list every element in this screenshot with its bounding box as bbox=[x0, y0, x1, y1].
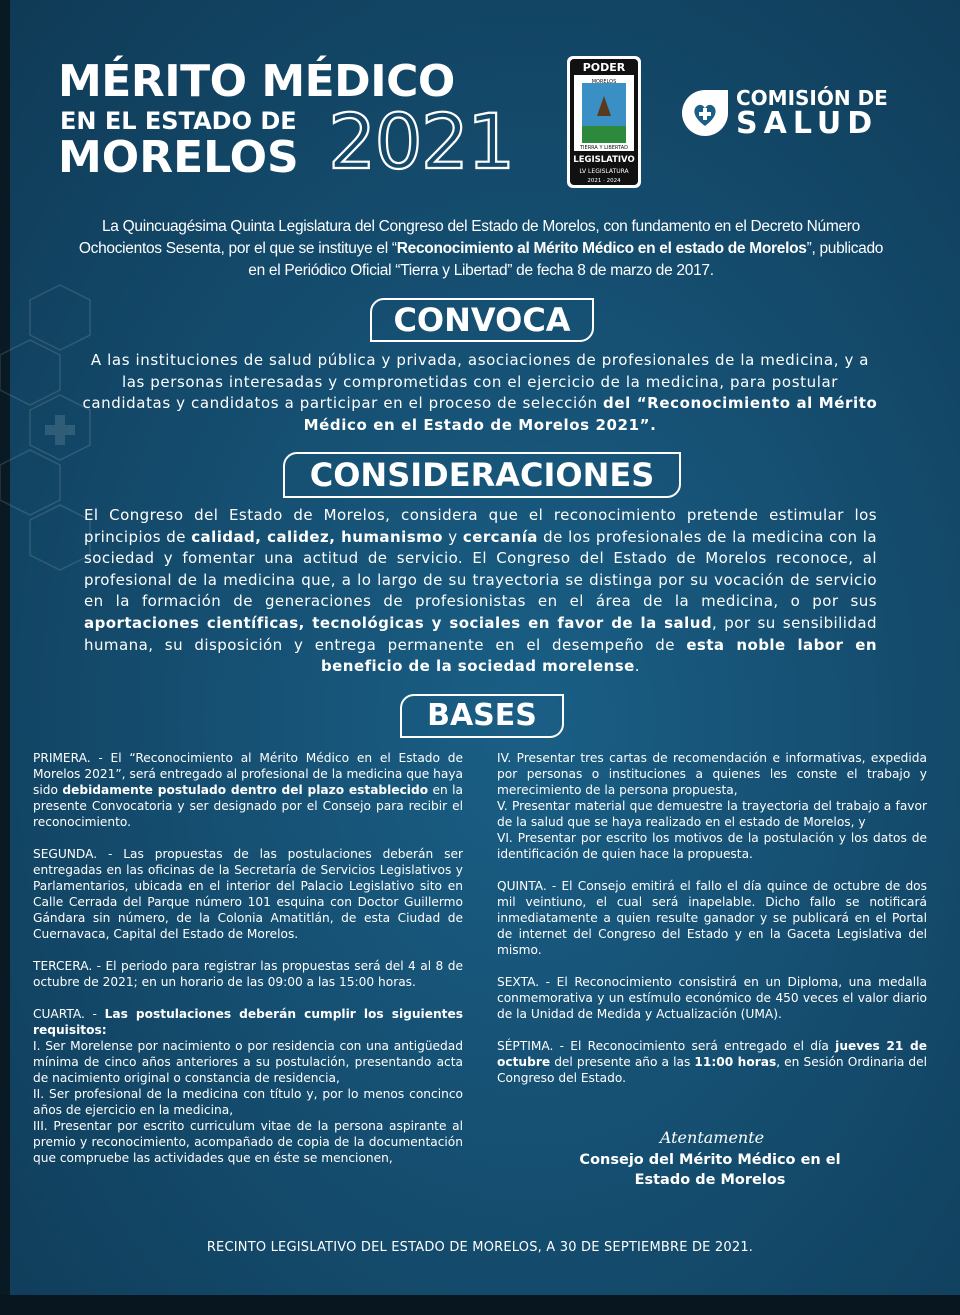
intro-paragraph: La Quincuagésima Quinta Legislatura del Congreso del Estado de Morelos, con fundamento en el Decreto Número Ochocientos Sesenta, por el que se instituye el “Reconocimiento al Mérito Médico en el estado de Morelos”, publicado en el Periódico Oficial “Tierra y Libertad” de fecha 8 de marzo de 2017. bbox=[78, 218, 884, 279]
base-primera: PRIMERA. - El “Reconocimiento al Mérito Médico en el Estado de Morelos 2021”, será entregado al profesional de la medicina que haya sido debidamente postulado dentro del plazo establecido en la presente Convocatoria y ser designado por el Consejo para recibir el reconocimiento. bbox=[33, 751, 464, 829]
signature-line-1: Consejo del Mérito Médico en el bbox=[579, 1152, 841, 1168]
requisito-4: IV. Presentar tres cartas de recomendación e informativas, expedida por personas o instituciones a quienes les conste el trabajo y merecimiento de la persona propuesta, bbox=[497, 751, 927, 797]
requisito-1: I. Ser Morelense por nacimiento o por residencia con una antigüedad mínima de cinco años anteriores a su postulación, presentando acta de nacimiento original o constancia de residencia, bbox=[33, 1039, 463, 1085]
signature-line-2: Estado de Morelos bbox=[634, 1172, 786, 1188]
comision-line-2: SALUD bbox=[736, 106, 879, 141]
title-year: 2021 bbox=[328, 97, 514, 186]
atentamente-text: Atentamente bbox=[659, 1128, 765, 1147]
seal-arc-bottom: TIERRA Y LIBERTAD bbox=[580, 145, 628, 151]
seal-period: 2021 · 2024 bbox=[587, 178, 621, 184]
title-line-1: MÉRITO MÉDICO bbox=[58, 56, 455, 107]
consideraciones-paragraph: El Congreso del Estado de Morelos, considera que el reconocimiento pretende estimular los principios de calidad, calidez, humanismo y cercanía de los profesionales de la medicina con la sociedad y fomentar una actitud de servicio. El Congreso del Estado de Morelos reconoce, al profesional de la medicina que, a lo largo de su trayectoria se distinga por su vocación de servicio en la formación de generaciones de profesionistas en el área de la medicina, o por sus aportaciones científicas, tecnológicas y sociales en favor de la salud, por su sensibilidad humana, su disposición y entrega permanente en el desempeño de esta noble labor en beneficio de la sociedad morelense. bbox=[84, 506, 878, 676]
requisito-5: V. Presentar material que demuestre la trayectoria del trabajo a favor de la salud que se haya realizado en el estado de Morelos, y bbox=[497, 799, 927, 829]
requisito-2: II. Ser profesional de la medicina con título y, por lo menos concinco años de ejercicio en la medicina, bbox=[33, 1087, 463, 1117]
base-quinta: QUINTA. - El Consejo emitirá el fallo el día quince de octubre de dos mil veintiuno, el cual será inapelable. Dicho fallo se notificará inmediatamente a quien resulte ganador y se publicará en el Portal de internet del Congreso del Estado y en la Gaceta Legislativa del mismo. bbox=[497, 879, 927, 957]
base-tercera: TERCERA. - El periodo para registrar las propuestas será del 4 al 8 de octubre de 2021; en un horario de las 09:00 a las 15:00 horas. bbox=[33, 959, 463, 989]
seal-arc-top: MORELOS bbox=[591, 79, 617, 85]
requisito-3: III. Presentar por escrito curriculum vitae de la persona aspirante al premio y reconocimiento, acompañado de copia de la documentación que compruebe las actividades que en éste se mencionen, bbox=[33, 1119, 463, 1165]
convoca-bold: del “Reconocimiento al Mérito Médico en el Estado de Morelos 2021”. bbox=[303, 394, 878, 434]
seal-top-text: PODER bbox=[582, 61, 626, 74]
footer-place-date: RECINTO LEGISLATIVO DEL ESTADO DE MORELOS, A 30 DE SEPTIEMBRE DE 2021. bbox=[206, 1240, 754, 1255]
poder-legislativo-seal bbox=[567, 56, 641, 188]
heart-cross-icon bbox=[680, 88, 730, 138]
base-sexta: SEXTA. - El Reconocimiento consistirá en un Diploma, una medalla conmemorativa y un estímulo económico de 450 veces el valor diario de la Unidad de Medida y Actualización (UMA). bbox=[497, 975, 927, 1021]
comision-de-salud-logo bbox=[680, 86, 920, 142]
intro-bold: Reconocimiento al Mérito Médico en el estado de Morelos bbox=[396, 240, 807, 257]
seal-bottom-text: LEGISLATIVO bbox=[573, 155, 635, 165]
bases-left-column bbox=[33, 750, 463, 1166]
comision-line-1: COMISIÓN DE bbox=[736, 86, 888, 110]
base-segunda: SEGUNDA. - Las propuestas de las postulaciones deberán ser entregadas en las oficinas de la Secretaría de Servicios Legislativos y Parlamentarios, ubicada en el interior del Palacio Legislativo sito en Calle Cerrada del Parque número 101 esquina con Doctor Guillermo Gándara sin número, de la Colonia Amatitlán, de esta Ciudad de Cuernavaca, Capital del Estado de Morelos. bbox=[33, 847, 463, 941]
title-line-3: MORELOS bbox=[58, 132, 299, 183]
left-frame-border bbox=[0, 0, 10, 1315]
bottom-frame-border bbox=[0, 1295, 960, 1315]
bases-heading: BASES bbox=[400, 694, 564, 738]
convoca-paragraph: A las instituciones de salud pública y privada, asociaciones de profesionales de la medicina, y a las personas interesadas y comprometidas con el ejercicio de la medicina, para postular candidatas y candidatos a participar en el proceso de selección del “Reconocimiento al Mérito Médico en el Estado de Morelos 2021”. bbox=[82, 351, 878, 434]
consideraciones-heading: CONSIDERACIONES bbox=[283, 452, 681, 498]
requisito-6: VI. Presentar por escrito los motivos de la postulación y los datos de identificación de quien hace la propuesta. bbox=[497, 831, 927, 861]
seal-legislatura: LV LEGISLATURA bbox=[579, 168, 629, 175]
seal-graphic bbox=[567, 56, 641, 188]
event-title bbox=[58, 56, 528, 186]
base-septima: SÉPTIMA. - El Reconocimiento será entregado el día jueves 21 de octubre del presente año a las 11:00 horas, en Sesión Ordinaria del Congreso del Estado. bbox=[497, 1039, 928, 1085]
signature-block bbox=[555, 1150, 865, 1190]
title-line-2: EN EL ESTADO DE bbox=[60, 107, 297, 135]
base-cuarta: CUARTA. - Las postulaciones deberán cumplir los siguientes requisitos: bbox=[33, 1007, 463, 1037]
bases-right-column bbox=[497, 750, 927, 1086]
convoca-heading: CONVOCA bbox=[370, 298, 594, 342]
